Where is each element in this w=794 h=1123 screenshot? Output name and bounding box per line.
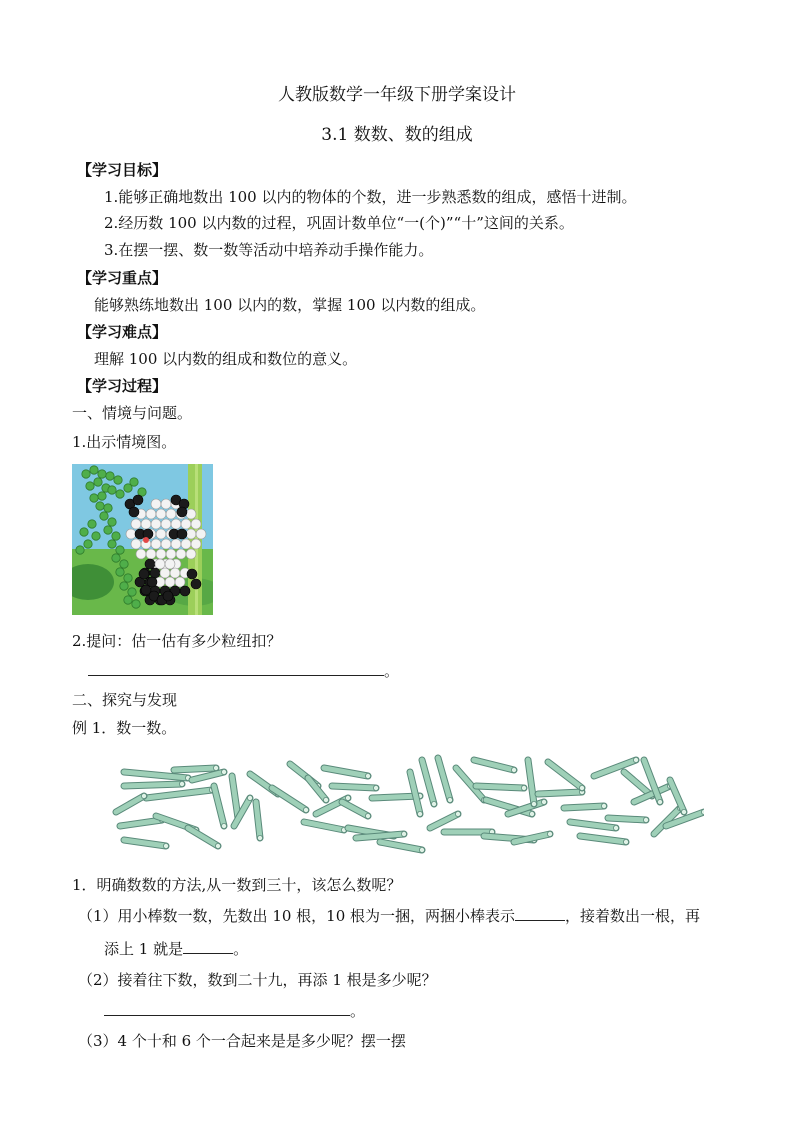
counting-stick — [430, 811, 461, 828]
difficulties-text: 理解 100 以内数的组成和数位的意义。 — [94, 350, 358, 368]
counting-stick — [146, 787, 215, 798]
answer-line-thirty[interactable]: 。 — [104, 1001, 365, 1021]
part2-title: 二、探究与发现 — [72, 691, 178, 709]
counting-stick — [608, 817, 649, 822]
counting-stick — [528, 760, 537, 807]
part1-title: 一、情境与问题。 — [72, 404, 193, 422]
counting-stick — [474, 760, 517, 773]
counting-stick — [324, 768, 371, 779]
counting-stick — [570, 822, 619, 831]
objective-2: 2.经历数 100 以内数的过程，巩固计数单位“一(个)”“十”这间的关系。 — [104, 214, 574, 232]
counting-stick — [548, 762, 585, 791]
counting-stick — [332, 785, 379, 790]
counting-stick — [256, 802, 263, 841]
counting-stick — [342, 802, 371, 819]
counting-stick — [538, 789, 585, 794]
counting-stick — [272, 788, 309, 813]
counting-stick — [422, 760, 437, 807]
counting-sticks-picture — [104, 742, 704, 854]
counting-stick — [580, 836, 629, 845]
item-2: 2.提问：估一估有多少粒纽扣？ — [72, 632, 282, 650]
question-1-1-cont: 添上 1 就是 。 — [104, 940, 249, 958]
counting-stick — [380, 842, 425, 853]
counting-stick — [304, 822, 347, 833]
doc-subtitle: 3.1 数数、数的组成 — [321, 125, 473, 145]
question-1-2: （2）接着往下数，数到二十九，再添 1 根是多少呢？ — [78, 971, 437, 989]
answer-blank-two-bundles[interactable] — [515, 906, 565, 921]
counting-stick — [214, 786, 227, 829]
objective-3: 3.在摆一摆、数一数等活动中培养动手操作能力。 — [104, 241, 434, 259]
counting-stick — [124, 781, 185, 786]
example-1: 例 1．数一数。 — [72, 719, 177, 737]
counting-stick — [594, 757, 639, 776]
objective-1: 1.能够正确地数出 100 以内的物体的个数，进一步熟悉数的组成，感悟十进制。 — [104, 188, 637, 206]
counting-stick — [174, 765, 219, 770]
doc-title: 人教版数学一年级下册学案设计 — [278, 85, 516, 105]
difficulties-heading: 【学习难点】 — [77, 323, 168, 341]
question-1-3: （3）4 个十和 6 个一合起来是是多少呢？摆一摆 — [78, 1032, 406, 1050]
counting-stick — [564, 803, 607, 808]
panda-button-picture — [72, 464, 213, 615]
counting-stick — [116, 793, 147, 812]
item-1: 1.出示情境图。 — [72, 433, 177, 451]
process-heading: 【学习过程】 — [77, 377, 168, 395]
objectives-heading: 【学习目标】 — [77, 161, 168, 179]
counting-stick — [188, 828, 221, 849]
question-1-1: （1）用小棒数一数，先数出 10 根，10 根为一捆，两捆小棒表示 ，接着数出一根，再 — [78, 907, 701, 925]
counting-stick — [124, 772, 191, 781]
question-1: 1．明确数数的方法,从一数到三十，该怎么数呢？ — [72, 876, 402, 894]
counting-stick — [124, 840, 169, 849]
counting-stick — [308, 778, 329, 803]
counting-stick — [476, 785, 527, 790]
answer-line-estimate[interactable]: 。 — [88, 661, 399, 681]
counting-stick — [438, 758, 453, 803]
key-points-heading: 【学习重点】 — [77, 269, 168, 287]
key-points-text: 能够熟练地数出 100 以内的数，掌握 100 以内数的组成。 — [94, 296, 486, 314]
answer-blank-add-one[interactable] — [183, 939, 233, 954]
